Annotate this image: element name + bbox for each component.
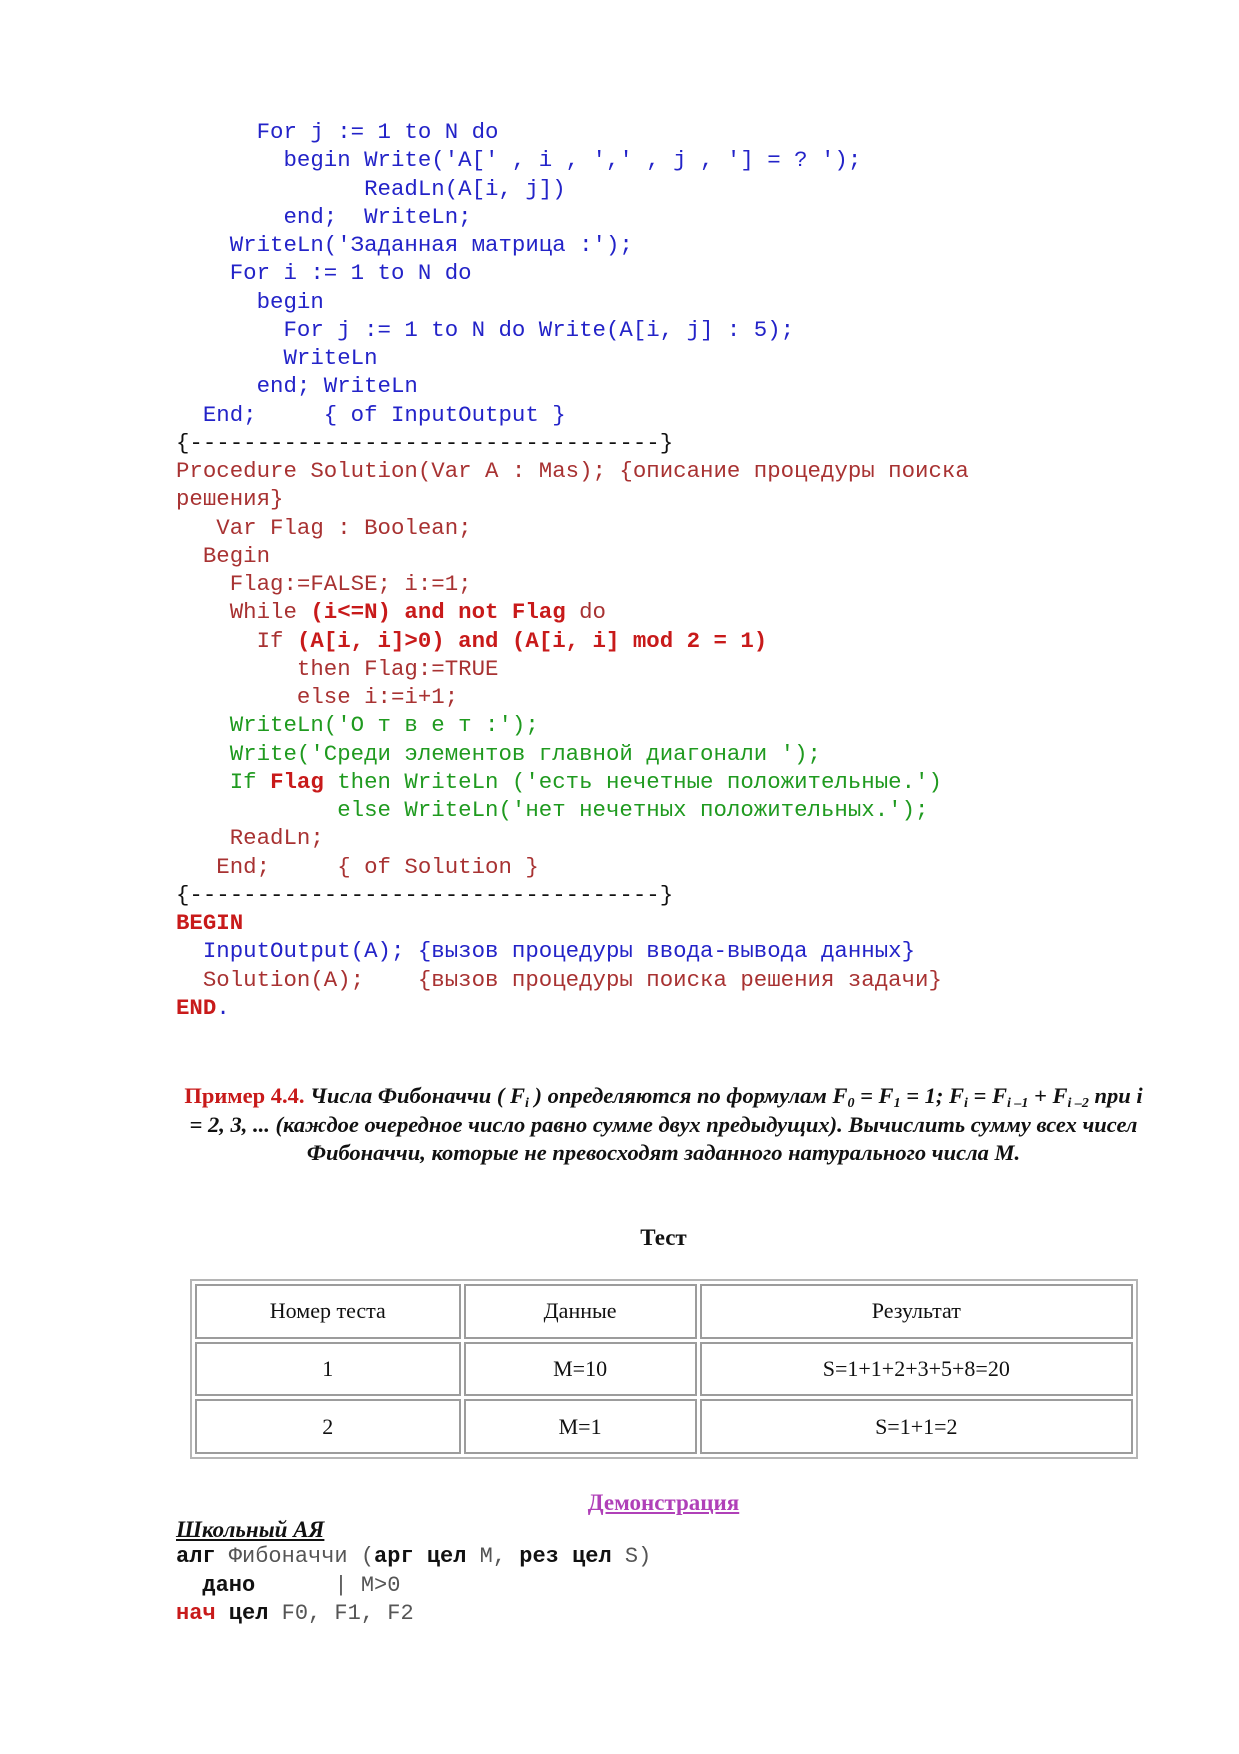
example-label: Пример 4.4. — [184, 1083, 305, 1108]
task-text: = F — [967, 1083, 1008, 1108]
code-line: End; { of InputOutput } — [176, 401, 566, 428]
code-line: begin Write('A[' , i , ',' , j , '] = ? '); — [176, 147, 862, 174]
code-line: Var Flag : Boolean; — [176, 514, 472, 541]
task-text: = F — [854, 1083, 894, 1108]
alg-keyword: арг цел — [374, 1544, 467, 1569]
table-cell: S=1+1+2+3+5+8=20 — [700, 1342, 1133, 1397]
code-line: End; { of Solution } — [176, 853, 539, 880]
code-line: then Flag:=TRUE — [176, 655, 499, 682]
code-line: else WriteLn('нет нечетных положительных.'); — [176, 797, 929, 823]
table-header-cell: Результат — [700, 1284, 1133, 1339]
code-line: END. — [176, 994, 230, 1021]
code-line: InputOutput(A); {вызов процедуры ввода-вывода данных} — [176, 938, 916, 965]
code-line: WriteLn('О т в е т :'); — [176, 712, 539, 739]
code-line: Write('Среди элементов главной диагонали '); — [176, 740, 821, 767]
alg-text: M, — [466, 1544, 520, 1569]
task-text: при i = 2, 3, ... (каждое очередное число равно сумме двух предыдущих). Вычислить сумму всех чисел Фибоначчи, которые не превосходят заданного натурального числа M. — [189, 1083, 1143, 1165]
table-cell: 1 — [195, 1342, 461, 1397]
task-subscript: 1 — [893, 1096, 901, 1111]
table-header-cell: Данные — [464, 1284, 697, 1339]
code-line: Begin — [176, 542, 271, 569]
code-line: {-----------------------------------} — [176, 881, 674, 908]
table-cell: M=1 — [464, 1399, 697, 1454]
alg-keyword: дано — [176, 1572, 256, 1598]
table-cell: M=10 — [464, 1342, 697, 1397]
table-header-row — [195, 1284, 1133, 1339]
alg-keyword: нач — [176, 1601, 216, 1626]
table-row — [195, 1399, 1133, 1454]
task-subscript: i –1 — [1007, 1096, 1029, 1111]
code-line: else i:=i+1; — [176, 684, 459, 710]
alg-text: F0, F1, F2 — [268, 1601, 414, 1626]
code-line: If Flag then WriteLn ('есть нечетные положительные.') — [229, 768, 942, 795]
code-line: WriteLn('Заданная матрица :'); — [176, 232, 633, 258]
table-header-cell: Номер теста — [195, 1284, 461, 1339]
alg-text: Фибоначчи ( — [215, 1544, 375, 1569]
code-line: WriteLn — [176, 345, 378, 371]
task-text: = 1; F — [900, 1083, 965, 1108]
task-subscript: i — [964, 1096, 968, 1111]
alg-text: | M>0 — [255, 1572, 401, 1598]
code-line: end; WriteLn — [176, 373, 418, 400]
code-line: For j := 1 to N do Write(A[i, j] : 5); — [176, 316, 795, 343]
code-line: begin — [176, 288, 324, 315]
school-aya-header: Школьный АЯ — [176, 1517, 325, 1542]
code-line: For j := 1 to N do — [176, 119, 499, 145]
alg-keyword: алг — [176, 1544, 216, 1569]
demo-link[interactable]: Демонстрация — [587, 1490, 740, 1515]
table-cell: S=1+1=2 — [700, 1399, 1133, 1454]
task-subscript: i –2 — [1067, 1096, 1089, 1111]
task-subscript: 0 — [847, 1096, 855, 1111]
code-line: end; WriteLn; — [176, 203, 472, 230]
alg-keyword: цел — [215, 1601, 269, 1626]
task-statement — [176, 1082, 1151, 1168]
task-subscript: i — [525, 1096, 529, 1111]
task-text: Числа Фибоначчи ( F — [304, 1083, 526, 1108]
code-line: ReadLn(A[i, j]) — [176, 175, 566, 202]
code-line: If (A[i, i]>0) and (A[i, i] mod 2 = 1) — [176, 627, 768, 654]
code-line: Procedure Solution(Var A : Mas); {описание процедуры поиска — [176, 458, 969, 484]
table-row — [195, 1342, 1133, 1397]
code-line: решения} — [176, 486, 284, 513]
alg-keyword: рез цел — [519, 1544, 612, 1569]
task-text: + F — [1028, 1083, 1068, 1108]
code-line: ReadLn; — [176, 825, 324, 852]
code-line: {-----------------------------------} — [176, 429, 674, 456]
alg-text: S) — [611, 1544, 652, 1569]
test-title: Тест — [640, 1225, 687, 1250]
code-line: Solution(A); {вызов процедуры поиска решения задачи} — [176, 966, 942, 993]
code-line: Flag:=FALSE; i:=1; — [176, 571, 472, 597]
task-text: ) определяются по формулам F — [528, 1083, 848, 1108]
code-line: While (i<=N) and not Flag do — [176, 599, 606, 626]
table-cell: 2 — [195, 1399, 461, 1454]
algorithm-block — [176, 1543, 651, 1629]
code-line: BEGIN — [176, 910, 244, 936]
pascal-code-block — [176, 118, 969, 1022]
code-line: For i := 1 to N do — [176, 260, 472, 287]
test-table — [190, 1279, 1138, 1459]
